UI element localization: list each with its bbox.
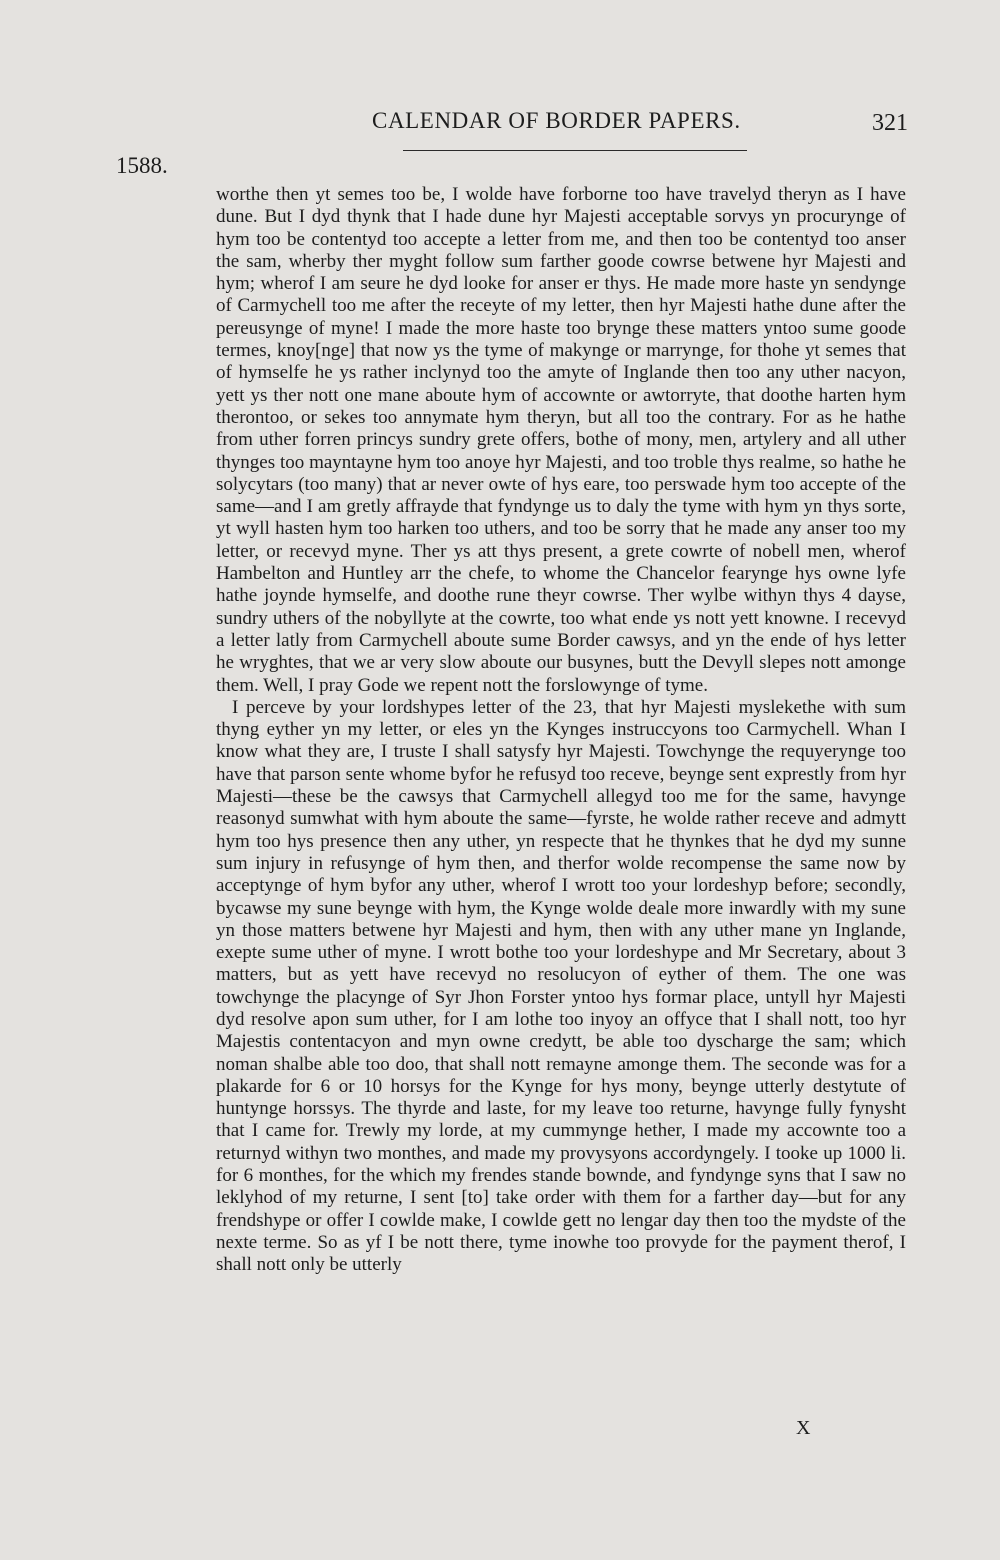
running-title: CALENDAR OF BORDER PAPERS. <box>372 108 741 133</box>
signature-mark: X <box>796 1417 812 1439</box>
header-rule <box>403 150 747 151</box>
paragraph: I perceve by your lordshypes letter of the 23, that hyr Majesti myslekethe with sum thyng eyther yn my letter, or eles yn the Kynges instruccyons too Carmychell. Whan I know what they are, I truste I shall satysfy hyr Majesti. Towchynge the requyerynge too have that parson sente whome byfor he refusyd too receve, beynge sent exprestly from hyr Majesti—these be the cawsys that Carmychell allegyd too me for the same, havynge reasonyd sumwhat with hym aboute the same—fyrste, he wolde rather receve and admytt hym too hys presence then any uther, yn respecte that he thynkes that he dyd my sunne sum injury in refusynge of hym then, and therfor wolde recompense the same now by acceptynge of hym byfor any uther, wherof I wrott too your lordeshyp before; secondly, bycawse my sune beynge with hym, the Kynge wolde deale more inwardly with my sune yn those matters betwene hyr Majesti and hym, then with any uther mane yn Inglande, exepte sume uther of myne. I wrott bothe too your lordeshype and Mr Secretary, about 3 matters, but as yett have recevyd no resolucyon of eyther of them. The one was towchynge the placynge of Syr Jhon Forster yntoo hys formar place, untyll hyr Majesti dyd resolve apon sum uther, for I am lothe too inyoy an offyce that I shall nott, too hyr Majestis contentacyon and myn owne credytt, be able too dyscharge the sam; which noman shalbe able too doo, that shall nott remayne amonge them. The seconde was for a plakarde for 6 or 10 horsys for the Kynge for hys mony, beynge utterly destytute of huntynge horssys. The thyrde and laste, for my leave too returne, havynge fully fynysht that I came for. Trewly my lorde, at my cummynge hether, I made my accownte too a returnyd withyn two monthes, and made my provysyons accordyngely. I tooke up 1000 li. for 6 monthes, for the which my frendes stande bownde, and fyndynge syns that I saw no leklyhod of my returne, I sent [to] take order with them for a farther day—but for any frendshype or offer I cowlde make, I cowlde gett no lengar day then too the mydste of the nexte terme. So as yf I be nott there, tyme inowhe too provyde for the payment therof, I shall nott only be utterly <box>216 696 906 1276</box>
margin-year: 1588. <box>116 153 168 178</box>
page-number: 321 <box>872 110 908 136</box>
body-text <box>216 184 906 1277</box>
paragraph: worthe then yt semes too be, I wolde have forborne too have travelyd theryn as I have dune. But I dyd thynk that I hade dune hyr Majesti acceptable sorvys yn procurynge of hym too be contentyd too accepte a letter from me, and then too be contentyd too anser the sam, wherby ther myght follow sum farther goode cowrse betwene hyr Majesti and hym; wherof I am seure he dyd looke for anser er thys. He made more haste yn sendynge of Carmychell too me after the receyte of my letter, then hyr Majesti hathe dune after the pereusynge of myne! I made the more haste too brynge these matters yntoo sume goode termes, knoy[nge] that now ys the tyme of makynge or marrynge, for thohe yt semes that of hymselfe he ys rather inclynyd too the amyte of Inglande then too any uther nacyon, yett ys ther nott one mane aboute hym of accownte or awtorryte, that doothe harten hym therontoo, or sekes too annymate hym theryn, but all too the contrary. For as he hathe from uther forren princys sundry grete offers, bothe of mony, men, artylery and all uther thynges too mayntayne hym too anoye hyr Majesti, and too troble thys realme, so hathe he solycytars (too many) that ar never owte of hys eare, too perswade hym too accepte of the same—and I am gretly affrayde that fyndynge us to daly the tyme with hym yn thys sorte, yt wyll hasten hym too harken too uthers, and too be sorry that he made any anser too my letter, or recevyd myne. Ther ys att thys present, a grete cowrte of nobell men, wherof Hambelton and Huntley arr the chefe, to whome the Chancelor fearynge hys owne lyfe hathe joynde hymselfe, and doothe rune theyr cowrse. Ther wylbe withyn thys 4 dayse, sundry uthers of the nobyllyte at the cowrte, too what ende ys nott yett knowne. I recevyd a letter latly from Carmychell aboute sume Border cawsys, and yn the ende of hys letter he wryghtes, that we ar very slow aboute our busynes, butt the Devyll slepes nott amonge them. Well, I pray Gode we repent nott the forslowynge of tyme. <box>216 184 906 696</box>
